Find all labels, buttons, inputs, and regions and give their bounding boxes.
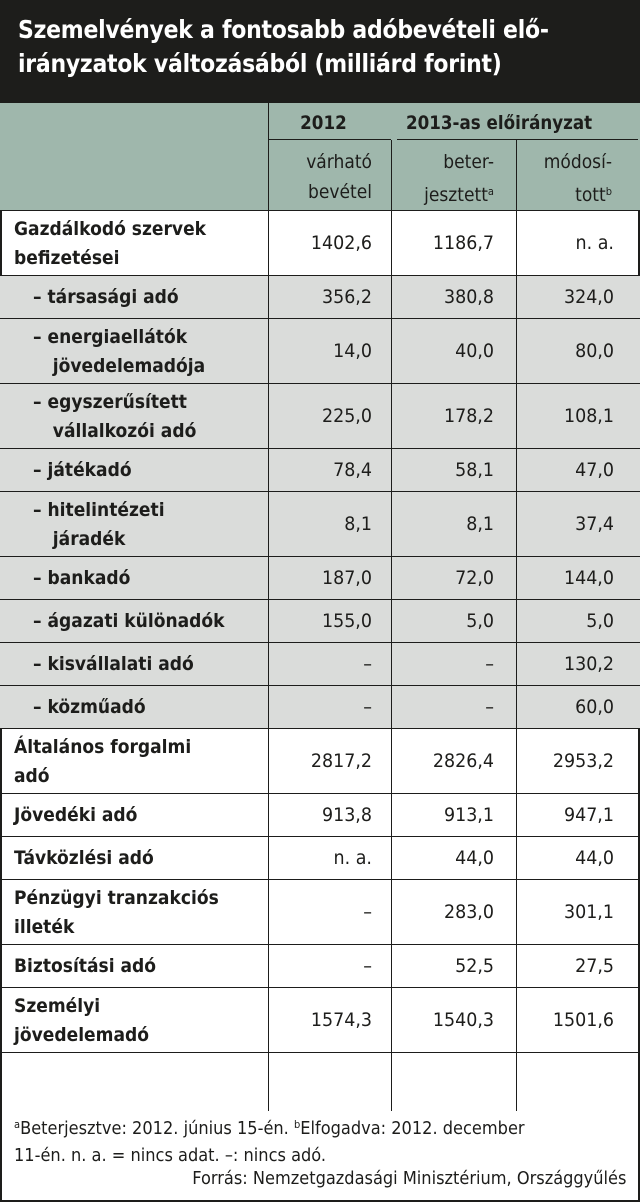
footnote-line-1: [14, 1111, 565, 1142]
row-label: [33, 693, 146, 722]
table-row: [0, 880, 640, 945]
row-label-line: Jövedéki adó: [14, 804, 138, 826]
footnotes: [0, 1111, 640, 1189]
cell-value: n. a.: [575, 232, 614, 254]
title-line-2: irányzatok változásából (milliárd forint): [18, 49, 502, 78]
header-col-2-line-1: beter-: [443, 151, 494, 173]
header-col-2-line-2-text: jesztett: [424, 184, 488, 206]
row-label-line: Távközlési adó: [14, 847, 154, 869]
cell-value: –: [363, 653, 372, 675]
title-bar: [0, 0, 640, 103]
row-label: [14, 801, 137, 830]
table-header: [0, 103, 640, 211]
table-row: [0, 643, 640, 686]
cell-value: 8,1: [344, 513, 372, 535]
footnote-a-text: Beterjesztve: 2012. június 15-én.: [20, 1118, 289, 1139]
table-body: [0, 211, 640, 1053]
row-label: [14, 952, 156, 981]
table-row: [0, 600, 640, 643]
row-label-line: Személyi: [14, 995, 101, 1017]
row-label-line: – ágazati különadók: [33, 610, 225, 632]
cell-value: 324,0: [563, 286, 614, 308]
table-row: [0, 794, 640, 837]
cell-value: 1574,3: [310, 1009, 372, 1031]
row-label-line: – bankadó: [33, 567, 131, 589]
cell-value: –: [363, 696, 372, 718]
cell-value: 130,2: [563, 653, 614, 675]
cell-value: 301,1: [563, 901, 614, 923]
cell-value: 1186,7: [432, 232, 494, 254]
cell-value: 80,0: [575, 340, 614, 362]
row-label-line: Pénzügyi tranzakciós: [14, 887, 219, 909]
table-row: [0, 686, 640, 729]
table-row: [0, 492, 640, 557]
footnote-line-2: 11-én. n. a. = nincs adat. –: nincs adó.: [14, 1145, 327, 1166]
cell-value: 1501,6: [552, 1009, 614, 1031]
cell-value: 2817,2: [310, 750, 372, 772]
row-label-line: Általános forgalmi: [14, 736, 192, 758]
cell-value: 14,0: [333, 340, 372, 362]
row-label-line: adó: [14, 765, 50, 787]
footnote-b-text: Elfogadva: 2012. december: [300, 1118, 525, 1139]
cell-value: 144,0: [563, 567, 614, 589]
cell-value: 2826,4: [432, 750, 494, 772]
cell-value: 47,0: [575, 459, 614, 481]
table-row: [0, 945, 640, 988]
table-row: [0, 988, 640, 1053]
row-label-line: – közműadó: [33, 696, 146, 718]
cell-value: 187,0: [321, 567, 372, 589]
header-year-2013: 2013-as előirányzat: [406, 112, 593, 134]
cell-value: –: [485, 653, 494, 675]
row-label-line: – hitelintézeti: [33, 499, 165, 521]
cell-value: –: [485, 696, 494, 718]
header-underline-2012: [268, 139, 391, 140]
source-line: Forrás: Nemzetgazdasági Minisztérium, Országgyűlés: [191, 1168, 626, 1189]
row-label: [33, 283, 179, 312]
row-label: [14, 733, 191, 791]
row-label-line: – egyszerűsített: [33, 391, 187, 413]
table-row: [0, 211, 640, 276]
column-divider-2: [391, 140, 392, 1111]
cell-value: 27,5: [575, 955, 614, 977]
cell-value: 5,0: [466, 610, 494, 632]
table-row: [0, 557, 640, 600]
cell-value: 380,8: [443, 286, 494, 308]
cell-value: 283,0: [443, 901, 494, 923]
row-label-line: illeték: [14, 916, 75, 938]
row-label-line: – játékadó: [33, 459, 132, 481]
cell-value: –: [363, 901, 372, 923]
row-label-line: vállalkozói adó: [52, 420, 197, 442]
row-label-line: – kisvállalati adó: [33, 653, 194, 675]
cell-value: 40,0: [455, 340, 494, 362]
header-col-3-line-2: [513, 177, 612, 210]
row-label: [33, 650, 194, 679]
cell-value: 58,1: [455, 459, 494, 481]
cell-value: n. a.: [333, 847, 372, 869]
row-label-line: Gazdálkodó szervek: [14, 218, 207, 240]
footnote-b-mark: b: [293, 1118, 301, 1131]
cell-value: 52,5: [455, 955, 494, 977]
cell-value: 108,1: [563, 405, 614, 427]
header-col-1: [273, 147, 372, 207]
cell-value: 178,2: [443, 405, 494, 427]
cell-value: 1540,3: [432, 1009, 494, 1031]
row-label-line: járadék: [52, 528, 126, 550]
footnote-mark-a: a: [487, 185, 494, 198]
cell-value: 5,0: [586, 610, 614, 632]
cell-value: 225,0: [321, 405, 372, 427]
cell-value: 44,0: [575, 847, 614, 869]
header-col-2-line-2: [395, 177, 494, 210]
cell-value: 8,1: [466, 513, 494, 535]
row-label-line: Biztosítási adó: [14, 955, 157, 977]
row-label-line: jövedelemadója: [52, 355, 206, 377]
cell-value: 913,1: [443, 804, 494, 826]
row-label-line: – energiaellátók: [33, 326, 188, 348]
header-col-1-line-2: bevétel: [308, 181, 372, 203]
table-row: [0, 319, 640, 384]
cell-value: 72,0: [455, 567, 494, 589]
row-label: [33, 564, 130, 593]
header-col-2: [395, 147, 494, 210]
table-row: [0, 384, 640, 449]
column-divider-1: [268, 103, 269, 1111]
row-label: [33, 456, 132, 485]
row-label-line: befizetései: [14, 247, 120, 269]
row-label-line: – társasági adó: [33, 286, 179, 308]
row-label: [33, 607, 225, 636]
row-label-line: jövedelemadó: [14, 1024, 149, 1046]
header-col-3-line-2-text: tott: [575, 184, 606, 206]
header-col-3: [513, 147, 612, 210]
cell-value: 60,0: [575, 696, 614, 718]
cell-value: 1402,6: [310, 232, 372, 254]
cell-value: 44,0: [455, 847, 494, 869]
cell-value: 155,0: [321, 610, 372, 632]
header-year-2012: 2012: [300, 112, 347, 134]
table-row: [0, 837, 640, 880]
header-underline-2013: [397, 139, 638, 140]
table-row: [0, 276, 640, 319]
header-col-1-line-1: várható: [306, 151, 372, 173]
cell-value: 356,2: [321, 286, 372, 308]
row-label: [33, 323, 205, 381]
header-col-3-line-1: módosí-: [543, 151, 612, 173]
row-label: [33, 496, 165, 554]
title-line-1: Szemelvények a fontosabb adóbevételi elő-: [18, 15, 549, 44]
cell-value: –: [363, 955, 372, 977]
row-label: [14, 215, 206, 273]
row-label: [14, 844, 154, 873]
cell-value: 947,1: [563, 804, 614, 826]
cell-value: 37,4: [575, 513, 614, 535]
row-label: [33, 388, 196, 446]
table-row: [0, 729, 640, 794]
cell-value: 913,8: [321, 804, 372, 826]
table-row: [0, 449, 640, 492]
column-divider-3: [516, 140, 517, 1111]
row-label: [14, 992, 149, 1050]
footnote-a-mark: a: [14, 1118, 21, 1131]
row-label: [14, 884, 219, 942]
cell-value: 78,4: [333, 459, 372, 481]
cell-value: 2953,2: [552, 750, 614, 772]
footnote-mark-b: b: [605, 185, 612, 198]
